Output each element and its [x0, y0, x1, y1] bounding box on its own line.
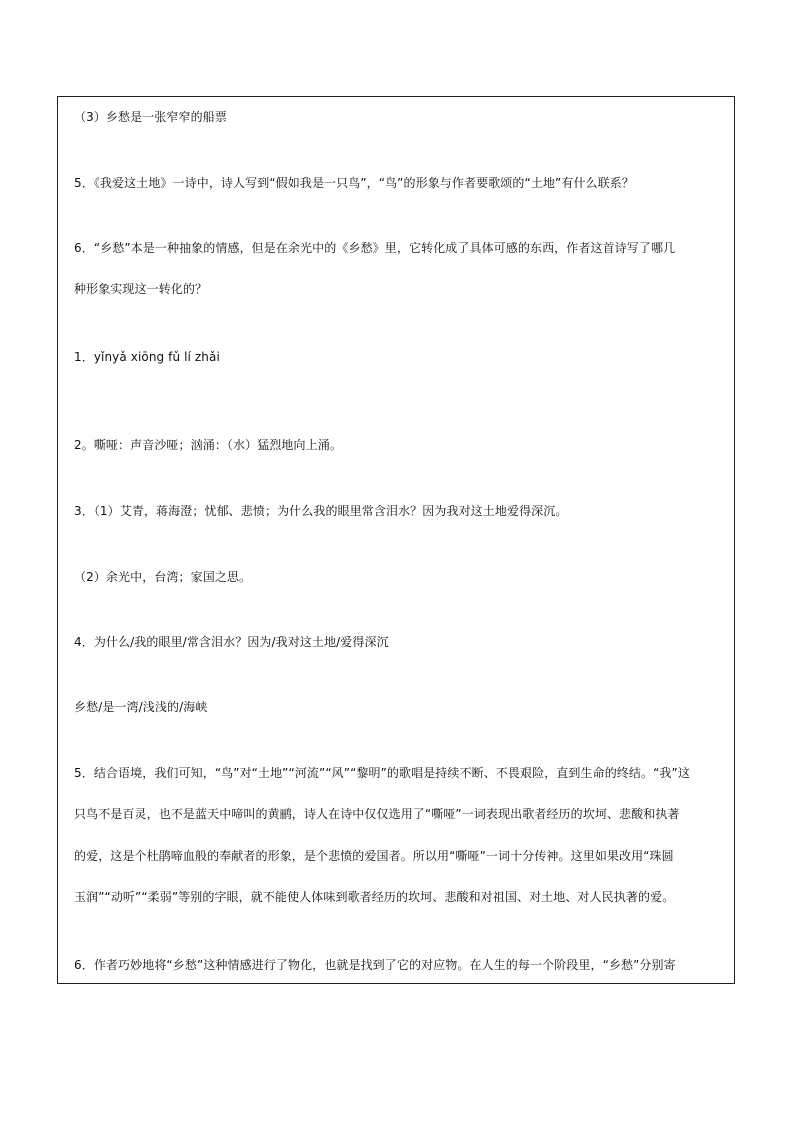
text-line-question-6: 6．“乡愁”本是一种抽象的情感，但是在余光中的《乡愁》里，它转化成了具体可感的东西，作者这首诗写了哪几: [74, 241, 676, 255]
text-line-question-5: 5．《我爱这土地》一诗中，诗人写到“假如我是一只鸟”，“鸟”的形象与作者要歌颂的“土地”有什么联系？: [74, 176, 634, 190]
text-line-answer-3-2: （2）余光中，台湾；家国之思。: [74, 570, 252, 584]
text-line-answer-5: 5．结合语境，我们可知，“鸟”对“土地”“河流”“风”“黎明”的歌唱是持续不断、不畏艰险，直到生命的终结。“我”这: [74, 766, 690, 780]
text-line-answer-3-1: 3．（1）艾青，蒋海澄；忧郁、悲愤；为什么我的眼里常含泪水？因为我对这土地爱得深沉。: [74, 504, 568, 518]
text-line-answer-5-cont-1: 只鸟不是百灵，也不是蓝天中啼叫的黄鹂，诗人在诗中仅仅选用了“嘶哑”一词表现出歌者经历的坎坷、悲酸和执著: [74, 807, 680, 821]
text-line-answer-4: 4．为什么/我的眼里/常含泪水？因为/我对这土地/爱得深沉: [74, 635, 389, 649]
text-line-answer-4-cont: 乡愁/是一湾/浅浅的/海峡: [74, 700, 208, 714]
text-line-answer-1-pinyin: 1．yǐnyǎ xiōng fǔ lí zhǎi: [74, 350, 220, 364]
text-line-answer-6: 6．作者巧妙地将“乡愁”这种情感进行了物化，也就是找到了它的对应物。在人生的每一个阶段里，“乡愁”分别寄: [74, 958, 676, 972]
text-line-answer-5-cont-3: 玉润”“动听”“柔弱”等别的字眼，就不能使人体味到歌者经历的坎坷、悲酸和对祖国、对土地、对人民执著的爱。: [74, 890, 675, 904]
text-line-boarding-ticket: （3）乡愁是一张窄窄的船票: [74, 110, 227, 124]
text-line-answer-2: 2。嘶哑：声音沙哑；汹涌：（水）猛烈地向上涌。: [74, 438, 342, 452]
text-line-answer-5-cont-2: 的爱，这是个杜鹃啼血般的奉献者的形象，是个悲愤的爱国者。所以用“嘶哑”一词十分传神。这里如果改用“珠圆: [74, 849, 674, 863]
text-line-question-6-cont: 种形象实现这一转化的？: [74, 282, 208, 296]
